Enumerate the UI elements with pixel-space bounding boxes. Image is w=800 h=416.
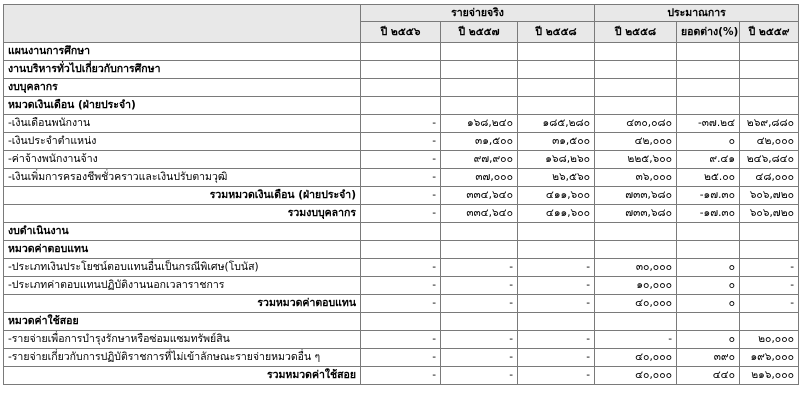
- row-value: ๐: [677, 331, 740, 349]
- row-value: ๒๖,๕๖๐: [518, 169, 595, 187]
- row-value: [361, 313, 441, 331]
- row-value: ๔๐,๐๐๐: [595, 367, 677, 385]
- row-value: [595, 97, 677, 115]
- row-value: [740, 313, 799, 331]
- row-value: [595, 313, 677, 331]
- header-col: ปี ๒๕๕๖: [361, 22, 441, 43]
- row-value: ๓๓๔,๖๔๐: [441, 205, 518, 223]
- table-row: [4, 133, 799, 151]
- row-value: ๙๗,๙๐๐: [441, 151, 518, 169]
- row-value: ๔๔๐: [677, 367, 740, 385]
- row-value: -: [441, 295, 518, 313]
- row-value: -๓๗.๒๔: [677, 115, 740, 133]
- table-row: [4, 151, 799, 169]
- row-value: [595, 79, 677, 97]
- row-value: -: [441, 367, 518, 385]
- row-value: -๑๗.๓๐: [677, 205, 740, 223]
- row-value: ๓๗,๐๐๐: [441, 169, 518, 187]
- row-value: ๔๐,๐๐๐: [595, 349, 677, 367]
- row-label: -เงินเดือนพนักงาน: [4, 115, 361, 133]
- row-value: ๔๑๑,๖๐๐: [518, 205, 595, 223]
- row-label: -รายจ่ายเพื่อการบำรุงรักษาหรือซ่อมแซมทรัพย์สิน: [4, 331, 361, 349]
- row-value: [740, 61, 799, 79]
- table-row: [4, 241, 799, 259]
- row-value: [595, 43, 677, 61]
- row-value: [740, 223, 799, 241]
- row-value: [518, 43, 595, 61]
- table-body: [4, 43, 799, 385]
- header-actual-group: รายจ่ายจริง: [361, 5, 595, 22]
- row-value: [677, 97, 740, 115]
- budget-table: [3, 4, 799, 385]
- row-value: ๔๒,๐๐๐: [595, 133, 677, 151]
- table-row: [4, 61, 799, 79]
- row-value: ๒๑๖,๐๐๐: [740, 367, 799, 385]
- row-label: รวมงบบุคลากร: [4, 205, 361, 223]
- row-label: -รายจ่ายเกี่ยวกับการปฏิบัติราชการที่ไม่เข้าลักษณะรายจ่ายหมวดอื่น ๆ: [4, 349, 361, 367]
- row-value: -: [441, 349, 518, 367]
- row-value: ๖๐๖,๗๒๐: [740, 187, 799, 205]
- row-label: -เงินประจำตำแหน่ง: [4, 133, 361, 151]
- row-value: ๔๐,๐๐๐: [595, 295, 677, 313]
- table-row: [4, 79, 799, 97]
- row-label: งบบุคลากร: [4, 79, 361, 97]
- row-value: [441, 97, 518, 115]
- row-value: -: [361, 169, 441, 187]
- row-value: ๒๕.๐๐: [677, 169, 740, 187]
- row-value: [361, 43, 441, 61]
- row-value: ๖๐๖,๗๒๐: [740, 205, 799, 223]
- row-value: ๑๘๕,๒๘๐: [518, 115, 595, 133]
- row-value: -: [518, 295, 595, 313]
- row-label: งบดำเนินงาน: [4, 223, 361, 241]
- row-label: แผนงานการศึกษา: [4, 43, 361, 61]
- row-value: [518, 79, 595, 97]
- row-value: -: [361, 259, 441, 277]
- row-value: [677, 313, 740, 331]
- row-value: ๒๖๙,๘๘๐: [740, 115, 799, 133]
- row-value: [441, 43, 518, 61]
- row-value: ๐: [677, 277, 740, 295]
- row-value: -: [518, 331, 595, 349]
- row-label: -ค่าจ้างพนักงานจ้าง: [4, 151, 361, 169]
- row-value: [361, 97, 441, 115]
- row-value: -: [518, 349, 595, 367]
- row-value: -: [740, 295, 799, 313]
- row-value: ๑๖๘,๒๖๐: [518, 151, 595, 169]
- row-value: ๔๘,๐๐๐: [740, 169, 799, 187]
- row-value: [441, 313, 518, 331]
- row-value: ๑๙๖,๐๐๐: [740, 349, 799, 367]
- row-value: -: [361, 187, 441, 205]
- table-row: [4, 169, 799, 187]
- row-value: ๐: [677, 295, 740, 313]
- row-value: [361, 223, 441, 241]
- row-value: -: [518, 367, 595, 385]
- row-label: รวมหมวดค่าใช้สอย: [4, 367, 361, 385]
- row-value: ๔๒,๐๐๐: [740, 133, 799, 151]
- row-label: รวมหมวดเงินเดือน (ฝ่ายประจำ): [4, 187, 361, 205]
- row-value: [677, 223, 740, 241]
- table-row: [4, 349, 799, 367]
- row-value: [595, 241, 677, 259]
- row-value: -: [441, 277, 518, 295]
- row-value: [441, 79, 518, 97]
- row-value: ๗๓๓,๖๘๐: [595, 205, 677, 223]
- row-label: รวมหมวดค่าตอบแทน: [4, 295, 361, 313]
- row-value: -: [361, 205, 441, 223]
- row-value: ๑๖๘,๒๔๐: [441, 115, 518, 133]
- row-value: [677, 241, 740, 259]
- table-row: [4, 295, 799, 313]
- row-value: ๓๙๐: [677, 349, 740, 367]
- row-value: [518, 61, 595, 79]
- table-row: [4, 277, 799, 295]
- row-value: ๓๐,๐๐๐: [595, 259, 677, 277]
- table-row: [4, 205, 799, 223]
- header-col: ปี ๒๕๕๘: [518, 22, 595, 43]
- header-estimate-group: ประมาณการ: [595, 5, 799, 22]
- row-value: [740, 79, 799, 97]
- row-value: -: [595, 331, 677, 349]
- row-value: -: [361, 349, 441, 367]
- row-value: [518, 313, 595, 331]
- header-col: ยอดต่าง(%): [677, 22, 740, 43]
- row-value: ๙.๔๑: [677, 151, 740, 169]
- header-col: ปี ๒๕๕๗: [441, 22, 518, 43]
- row-value: -: [740, 277, 799, 295]
- row-value: -: [361, 331, 441, 349]
- row-value: ๒๒๕,๖๐๐: [595, 151, 677, 169]
- row-value: [441, 241, 518, 259]
- table-row: [4, 187, 799, 205]
- row-value: [595, 61, 677, 79]
- row-value: -: [361, 277, 441, 295]
- row-value: -: [361, 133, 441, 151]
- row-label: หมวดค่าตอบแทน: [4, 241, 361, 259]
- table-row: [4, 97, 799, 115]
- row-value: [518, 97, 595, 115]
- row-value: [361, 61, 441, 79]
- row-value: [677, 43, 740, 61]
- row-value: -: [518, 277, 595, 295]
- row-value: ๔๓๐,๐๘๐: [595, 115, 677, 133]
- header-corner: [4, 5, 361, 43]
- row-value: -: [361, 367, 441, 385]
- row-value: [441, 223, 518, 241]
- row-value: [740, 43, 799, 61]
- row-value: -: [518, 259, 595, 277]
- row-label: หมวดเงินเดือน (ฝ่ายประจำ): [4, 97, 361, 115]
- header-col: ปี ๒๕๕๙: [740, 22, 799, 43]
- row-value: ๑๐,๐๐๐: [595, 277, 677, 295]
- table-row: [4, 223, 799, 241]
- row-value: -: [361, 151, 441, 169]
- row-value: [518, 241, 595, 259]
- row-value: -: [361, 115, 441, 133]
- table-row: [4, 115, 799, 133]
- row-value: [740, 241, 799, 259]
- table-row: [4, 313, 799, 331]
- row-value: ๗๓๓,๖๘๐: [595, 187, 677, 205]
- header-col: ปี ๒๕๕๘: [595, 22, 677, 43]
- row-value: [677, 79, 740, 97]
- row-value: ๓๑,๕๐๐: [441, 133, 518, 151]
- table-row: [4, 331, 799, 349]
- table-row: [4, 43, 799, 61]
- table-row: [4, 367, 799, 385]
- row-value: -: [361, 295, 441, 313]
- row-value: [677, 61, 740, 79]
- row-value: -: [740, 259, 799, 277]
- row-value: -: [441, 331, 518, 349]
- row-value: ๐: [677, 133, 740, 151]
- table-row: [4, 259, 799, 277]
- row-label: -เงินเพิ่มการครองชีพชั่วคราวและเงินปรับตามวุฒิ: [4, 169, 361, 187]
- row-label: งานบริหารทั่วไปเกี่ยวกับการศึกษา: [4, 61, 361, 79]
- row-value: [361, 241, 441, 259]
- row-label: -ประเภทเงินประโยชน์ตอบแทนอื่นเป็นกรณีพิเศษ(โบนัส): [4, 259, 361, 277]
- row-value: [518, 223, 595, 241]
- row-value: [595, 223, 677, 241]
- row-value: ๔๑๑,๖๐๐: [518, 187, 595, 205]
- row-value: ๓๖,๐๐๐: [595, 169, 677, 187]
- row-value: -: [441, 259, 518, 277]
- header-row-groups: [4, 5, 799, 22]
- row-value: ๓๓๔,๖๔๐: [441, 187, 518, 205]
- row-value: ๓๑,๕๐๐: [518, 133, 595, 151]
- row-value: ๒๔๖,๘๔๐: [740, 151, 799, 169]
- row-value: ๐: [677, 259, 740, 277]
- row-value: -๑๗.๓๐: [677, 187, 740, 205]
- row-value: [441, 61, 518, 79]
- row-value: [361, 79, 441, 97]
- row-value: ๒๐,๐๐๐: [740, 331, 799, 349]
- row-label: -ประเภทค่าตอบแทนปฏิบัติงานนอกเวลาราชการ: [4, 277, 361, 295]
- row-value: [740, 97, 799, 115]
- row-label: หมวดค่าใช้สอย: [4, 313, 361, 331]
